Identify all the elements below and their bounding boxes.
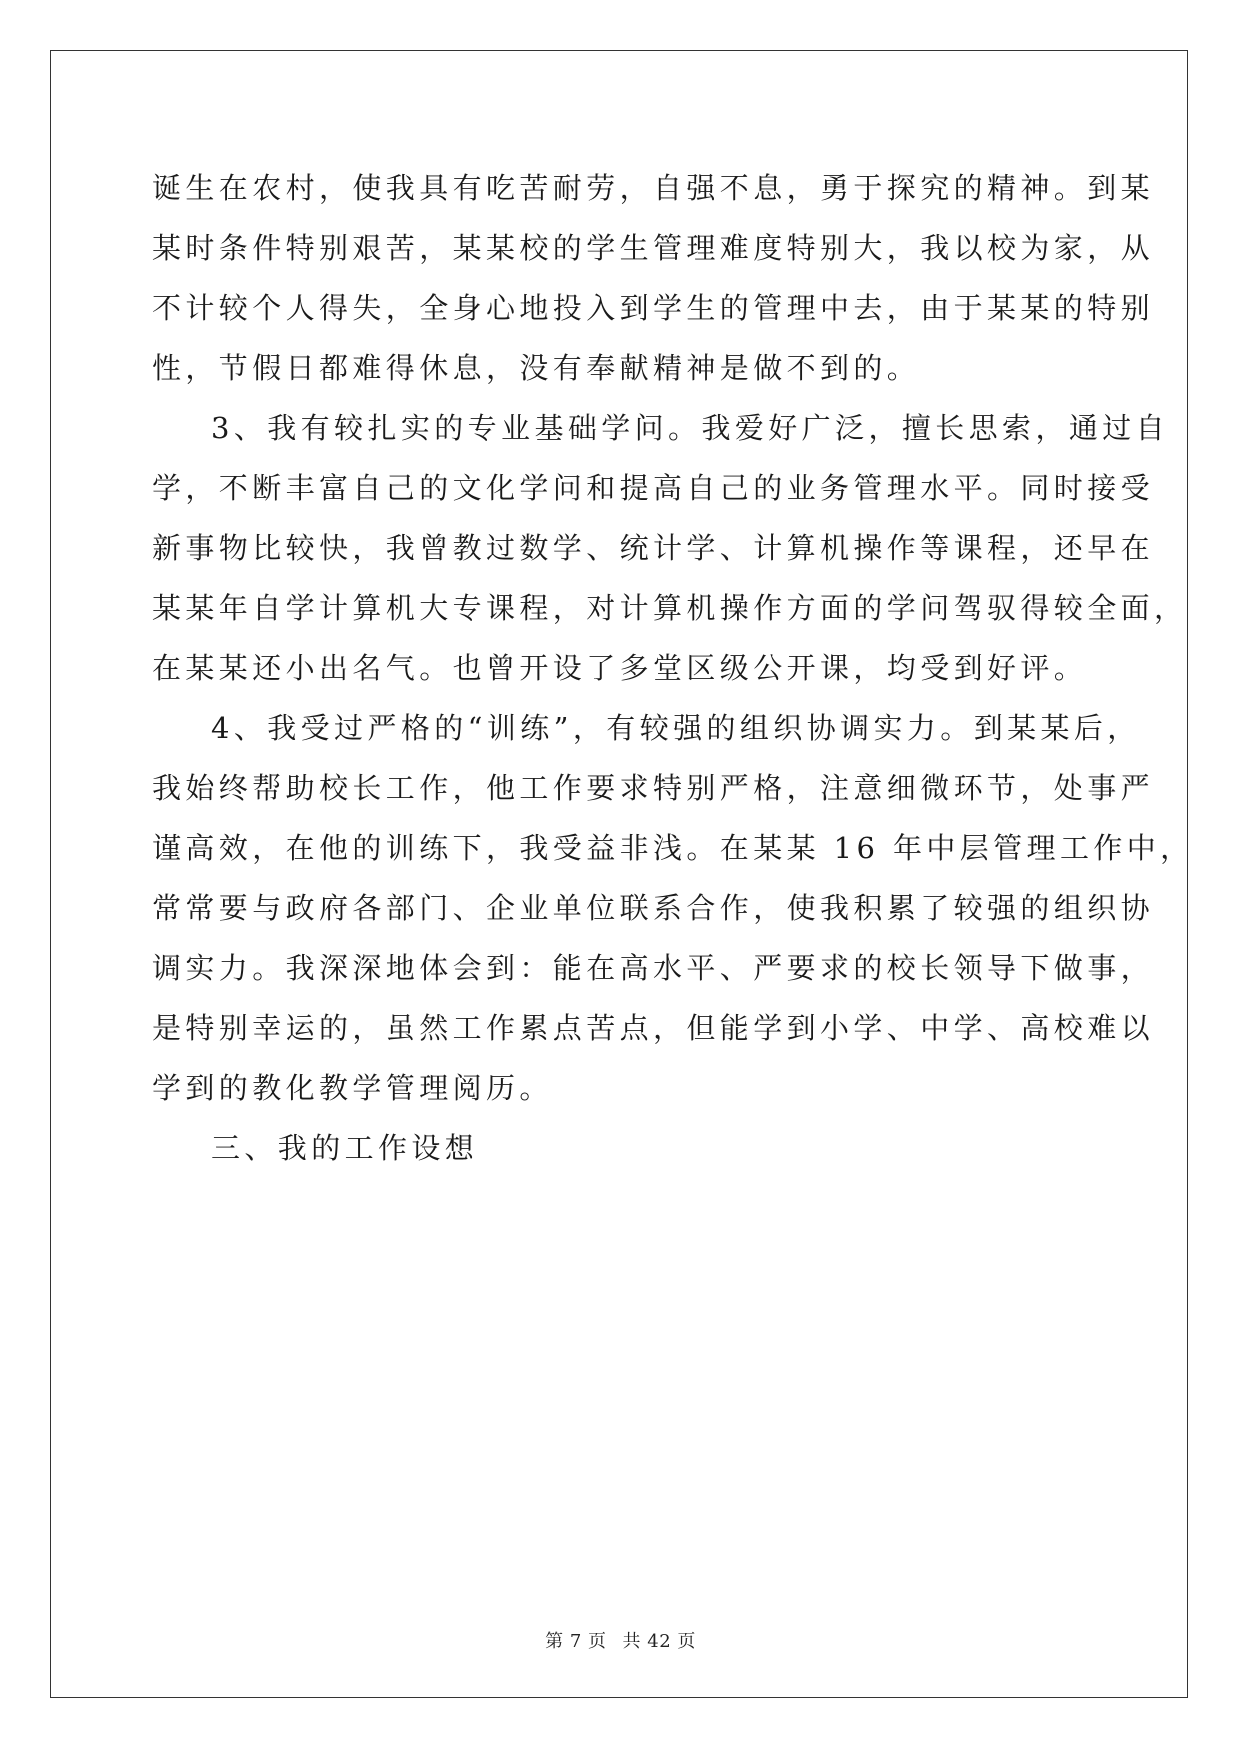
paragraph-line: 诞生在农村，使我具有吃苦耐劳，自强不息，勇于探究的精神。到某 (152, 171, 1155, 205)
section-heading: 三、我的工作设想 (211, 1131, 479, 1165)
paragraph-line: 谨高效，在他的训练下，我受益非浅。在某某 16 年中层管理工作中， (152, 831, 1194, 865)
paragraph-line: 3、我有较扎实的专业基础学问。我爱好广泛，擅长思索，通过自 (211, 411, 1170, 445)
paragraph-line: 新事物比较快，我曾教过数学、统计学、计算机操作等课程，还早在 (152, 531, 1155, 565)
page-number-current: 第 7 页 (545, 1631, 607, 1652)
paragraph-line: 4、我受过严格的“训练”，有较强的组织协调实力。到某某后， (211, 711, 1141, 745)
paragraph-line: 某时条件特别艰苦，某某校的学生管理难度特别大，我以校为家，从 (152, 231, 1155, 265)
paragraph-line: 某某年自学计算机大专课程，对计算机操作方面的学问驾驭得较全面， (152, 591, 1188, 625)
paragraph-line: 常常要与政府各部门、企业单位联系合作，使我积累了较强的组织协 (152, 891, 1155, 925)
paragraph-line: 是特别幸运的，虽然工作累点苦点，但能学到小学、中学、高校难以 (152, 1011, 1155, 1045)
paragraph-line: 学，不断丰富自己的文化学问和提高自己的业务管理水平。同时接受 (152, 471, 1155, 505)
paragraph-line: 我始终帮助校长工作，他工作要求特别严格，注意细微环节，处事严 (152, 771, 1155, 805)
paragraph-line: 学到的教化教学管理阅历。 (152, 1071, 553, 1105)
paragraph-line: 在某某还小出名气。也曾开设了多堂区级公开课，均受到好评。 (152, 651, 1088, 685)
page-number-total: 共 42 页 (622, 1631, 696, 1652)
paragraph-line: 性，节假日都难得休息，没有奉献精神是做不到的。 (152, 351, 921, 385)
page-footer (0, 1630, 1241, 1654)
paragraph-line: 不计较个人得失，全身心地投入到学生的管理中去，由于某某的特别 (152, 291, 1155, 325)
paragraph-line: 调实力。我深深地体会到：能在高水平、严要求的校长领导下做事， (152, 951, 1155, 985)
